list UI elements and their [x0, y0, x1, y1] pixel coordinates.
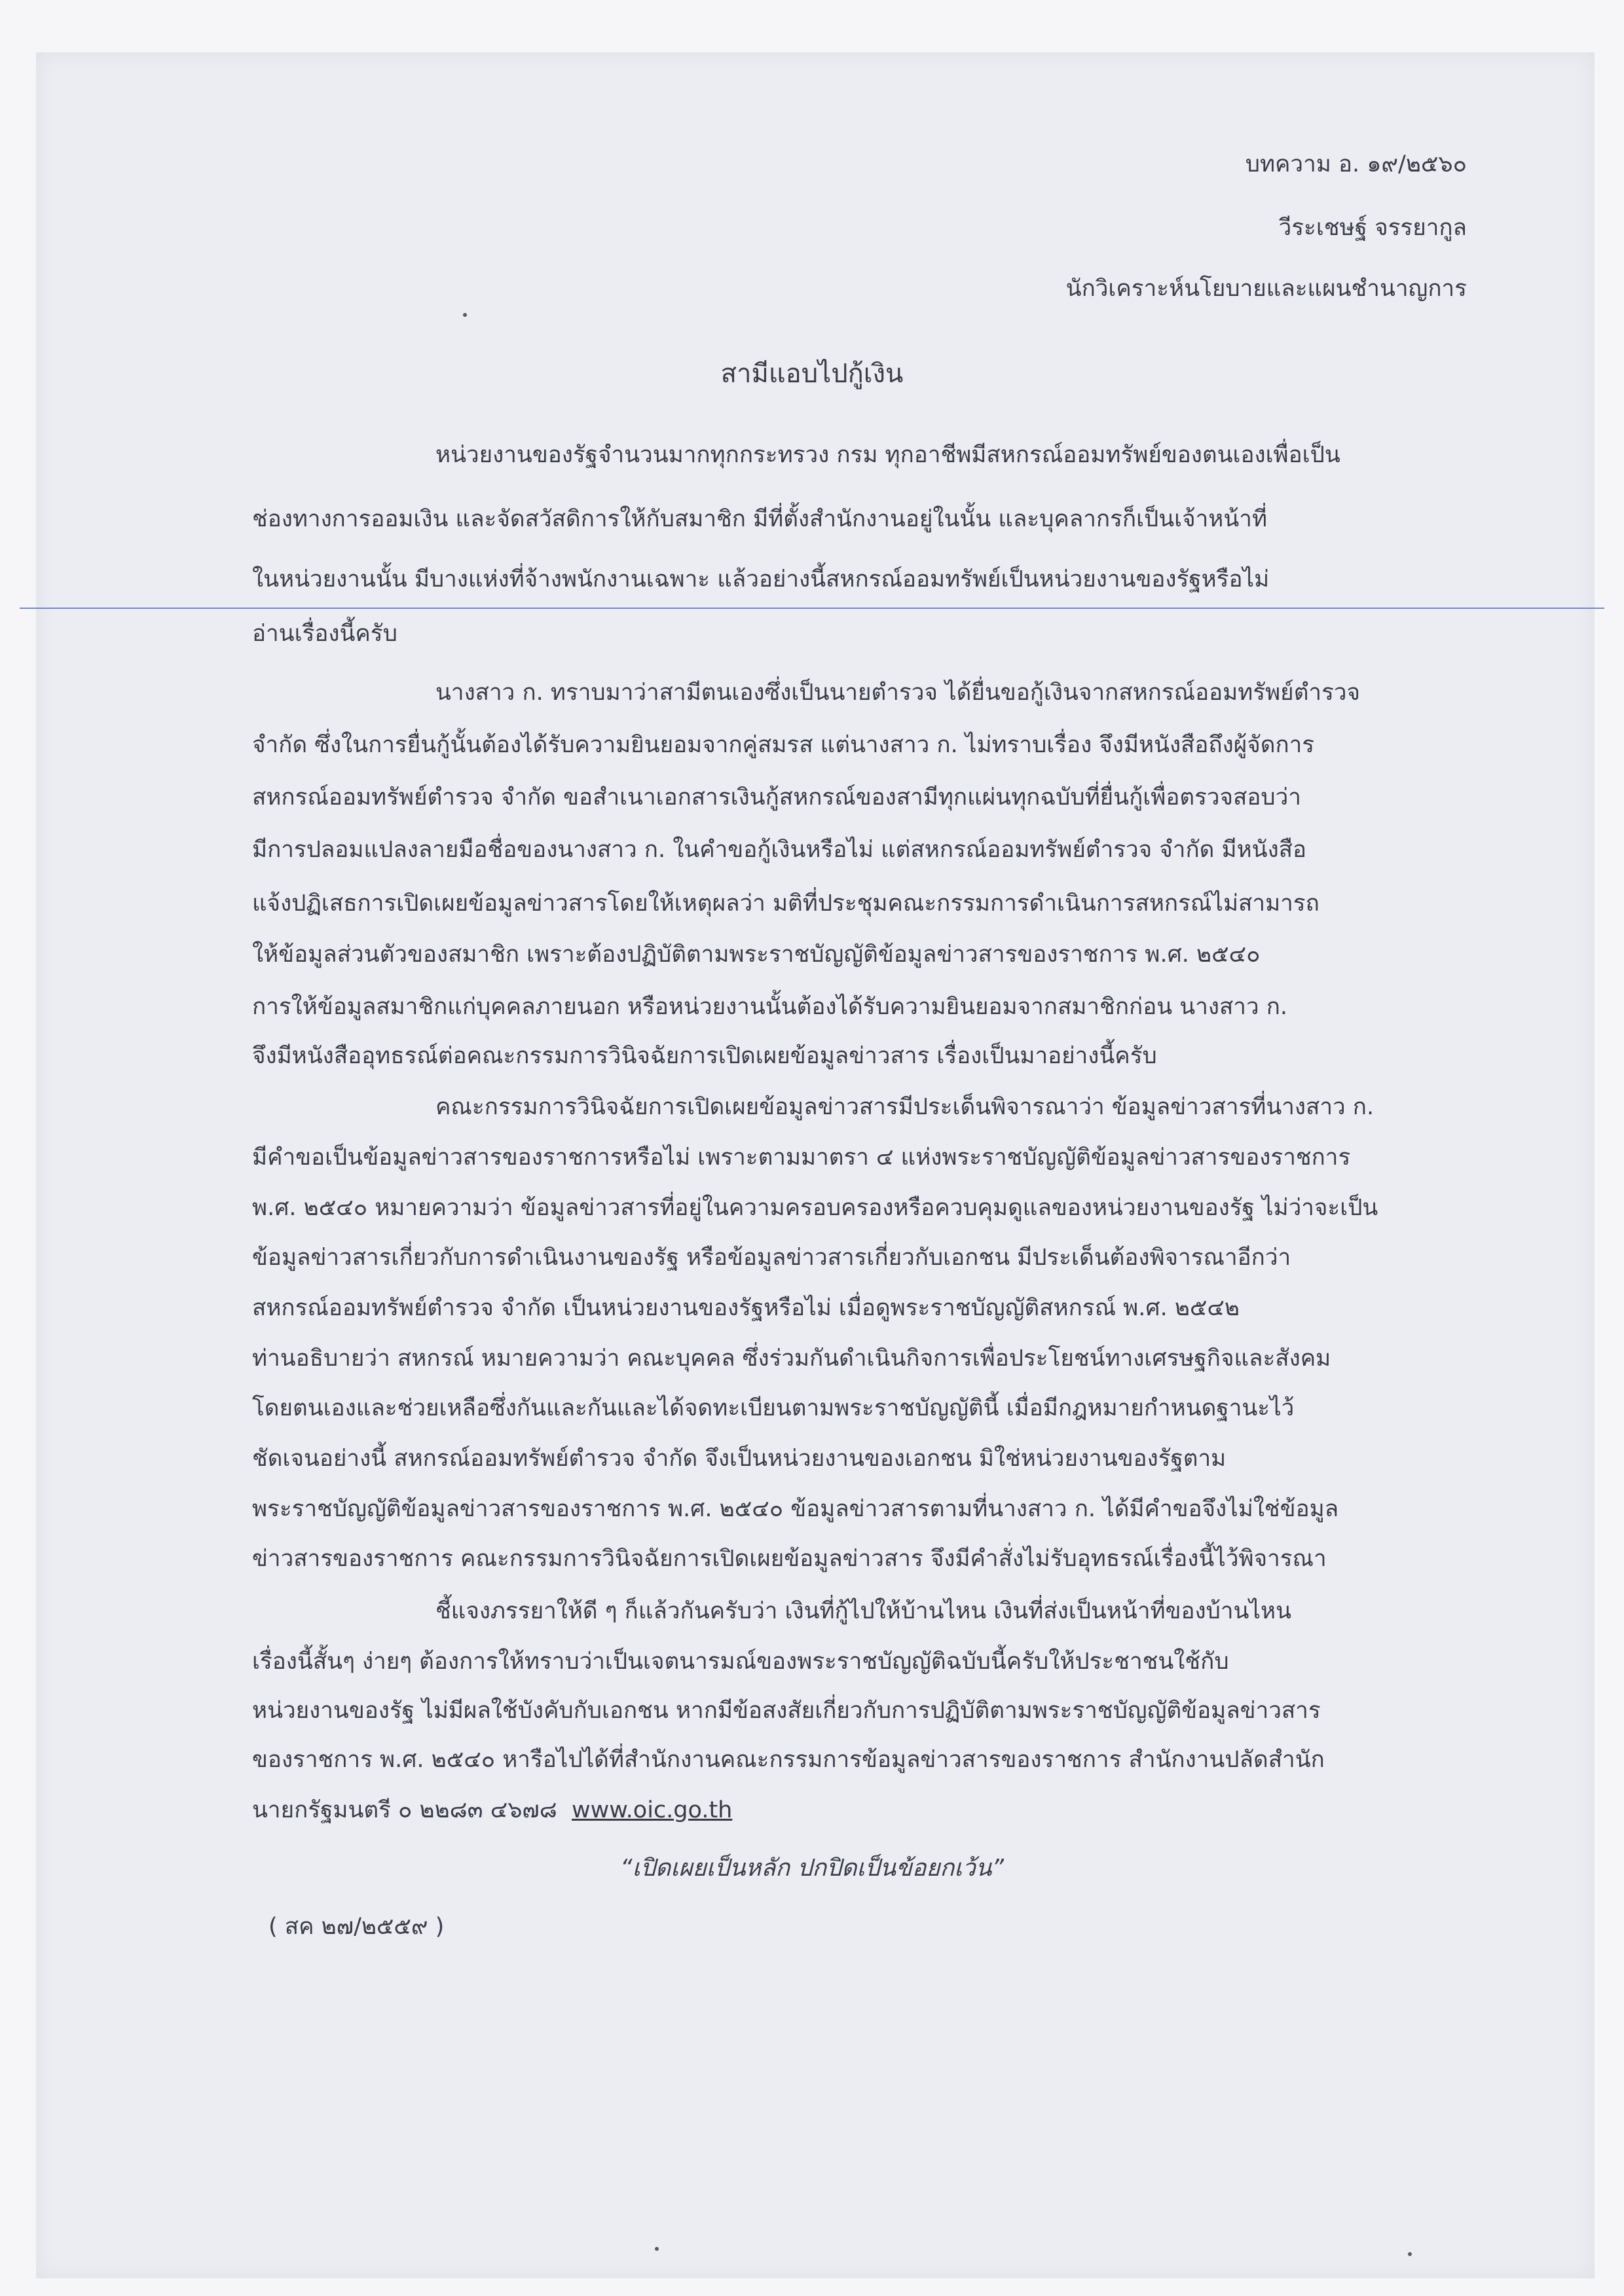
paragraph-line: ข้อมูลข่าวสารเกี่ยวกับการดำเนินงานของรัฐ หรือข้อมูลข่าวสารเกี่ยวกับเอกชน มีประเด็นต้องพิจารณาอีกว่า — [252, 1245, 1291, 1271]
paragraph-line: ข่าวสารของราชการ คณะกรรมการวินิจฉัยการเปิดเผยข้อมูลข่าวสาร จึงมีคำสั่งไม่รับอุทธรณ์เรื่องนี้ไว้พิจารณา — [252, 1546, 1327, 1572]
paragraph-line: ช่องทางการออมเงิน และจัดสวัสดิการให้กับสมาชิก มีที่ตั้งสำนักงานอยู่ในนั้น และบุคลากรก็เป็นเจ้าหน้าที่ — [252, 506, 1268, 532]
contact-phone: นายกรัฐมนตรี ๐ ๒๒๘๓ ๔๖๗๘ — [252, 1797, 557, 1823]
page-title: สามีแอบไปกู้เงิน — [720, 359, 904, 389]
paragraph-line: พระราชบัญญัติข้อมูลข่าวสารของราชการ พ.ศ. ๒๕๔๐ ข้อมูลข่าวสารตามที่นางสาว ก. ได้มีคำขอจึงไม่ใช่ข้อมูล — [252, 1496, 1339, 1522]
paragraph-line: โดยตนเองและช่วยเหลือซึ่งกันและกันและได้จดทะเบียนตามพระราชบัญญัตินี้ เมื่อมีกฎหมายกำหนดฐานะไว้ — [252, 1395, 1295, 1421]
paragraph-line: มีการปลอมแปลงลายมือชื่อของนางสาว ก. ในคำขอกู้เงินหรือไม่ แต่สหกรณ์ออมทรัพย์ตำรวจ จำกัด มีหนังสือ — [252, 837, 1307, 863]
scan-speck — [1408, 2252, 1412, 2256]
paragraph-line: ท่านอธิบายว่า สหกรณ์ หมายความว่า คณะบุคคล ซึ่งร่วมกันดำเนินกิจการเพื่อประโยชน์ทางเศรษฐกิจและสังคม — [252, 1345, 1331, 1372]
paragraph-line: เรื่องนี้สั้นๆ ง่ายๆ ต้องการให้ทราบว่าเป็นเจตนารมณ์ของพระราชบัญญัติฉบับนี้ครับให้ประชาชนใช้กับ — [252, 1649, 1229, 1675]
footer-reference: ( สค ๒๗/๒๕๕๙ ) — [268, 1914, 445, 1940]
paragraph-line: นางสาว ก. ทราบมาว่าสามีตนเองซึ่งเป็นนายตำรวจ ได้ยื่นขอกู้เงินจากสหกรณ์ออมทรัพย์ตำรวจ — [435, 680, 1361, 706]
scan-ruling-line — [20, 608, 1604, 609]
paragraph-line: หน่วยงานของรัฐ ไม่มีผลใช้บังคับกับเอกชน หากมีข้อสงสัยเกี่ยวกับการปฏิบัติตามพระราชบัญญัติข้อมูลข่าวสาร — [252, 1698, 1321, 1724]
paragraph-line: สหกรณ์ออมทรัพย์ตำรวจ จำกัด เป็นหน่วยงานของรัฐหรือไม่ เมื่อดูพระราชบัญญัติสหกรณ์ พ.ศ. ๒๕๔๒ — [252, 1295, 1240, 1321]
paragraph-line: จำกัด ซึ่งในการยื่นกู้นั้นต้องได้รับความยินยอมจากคู่สมรส แต่นางสาว ก. ไม่ทราบเรื่อง จึงมีหนังสือถึงผู้จัดการ — [252, 732, 1315, 758]
contact-line — [252, 1795, 732, 1825]
paragraph-line: หน่วยงานของรัฐจำนวนมากทุกกระทรวง กรม ทุกอาชีพมีสหกรณ์ออมทรัพย์ของตนเองเพื่อเป็น — [435, 442, 1340, 468]
motto: “เปิดเผยเป็นหลัก ปกปิดเป็นข้อยกเว้น” — [619, 1855, 1005, 1882]
paragraph-line: พ.ศ. ๒๕๔๐ หมายความว่า ข้อมูลข่าวสารที่อยู่ในความครอบครองหรือควบคุมดูแลของหน่วยงานของรัฐ ไม่ว่าจะเป็น — [252, 1195, 1378, 1221]
paragraph-line: ชัดเจนอย่างนี้ สหกรณ์ออมทรัพย์ตำรวจ จำกัด จึงเป็นหน่วยงานของเอกชน มิใช่หน่วยงานของรัฐตาม — [252, 1446, 1227, 1472]
paragraph-line: อ่านเรื่องนี้ครับ — [252, 621, 397, 647]
paragraph-line: จึงมีหนังสืออุทธรณ์ต่อคณะกรรมการวินิจฉัยการเปิดเผยข้อมูลข่าวสาร เรื่องเป็นมาอย่างนี้ครับ — [252, 1043, 1157, 1069]
scan-speck — [655, 2247, 659, 2251]
paragraph-line: ชี้แจงภรรยาให้ดี ๆ ก็แล้วกันครับว่า เงินที่กู้ไปให้บ้านไหน เงินที่ส่งเป็นหน้าที่ของบ้านไหน — [435, 1598, 1292, 1624]
paragraph-line: ให้ข้อมูลส่วนตัวของสมาชิก เพราะต้องปฏิบัติตามพระราชบัญญัติข้อมูลข่าวสารของราชการ พ.ศ. ๒๕๔๐ — [252, 941, 1261, 968]
paragraph-line: มีคำขอเป็นข้อมูลข่าวสารของราชการหรือไม่ เพราะตามมาตรา ๔ แห่งพระราชบัญญัติข้อมูลข่าวสารของราชการ — [252, 1144, 1351, 1171]
paragraph-line: ของราชการ พ.ศ. ๒๕๔๐ หารือไปได้ที่สำนักงานคณะกรรมการข้อมูลข่าวสารของราชการ สำนักงานปลัดสำนัก — [252, 1747, 1325, 1773]
paragraph-line: คณะกรรมการวินิจฉัยการเปิดเผยข้อมูลข่าวสารมีประเด็นพิจารณาว่า ข้อมูลข่าวสารที่นางสาว ก. — [435, 1094, 1375, 1120]
scan-speck — [463, 313, 467, 317]
article-reference: บทความ อ. ๑๙/๒๕๖๐ — [1245, 151, 1467, 177]
paragraph-line: สหกรณ์ออมทรัพย์ตำรวจ จำกัด ขอสำเนาเอกสารเงินกู้สหกรณ์ของสามีทุกแผ่นทุกฉบับที่ยื่นกู้เพื่อตรวจสอบว่า — [252, 784, 1301, 811]
author-position: นักวิเคราะห์นโยบายและแผนชำนาญการ — [1065, 276, 1467, 302]
website-link[interactable]: www.oic.go.th — [572, 1797, 733, 1823]
paragraph-line: การให้ข้อมูลสมาชิกแก่บุคคลภายนอก หรือหน่วยงานนั้นต้องได้รับความยินยอมจากสมาชิกก่อน นางสาว ก. — [252, 994, 1288, 1020]
paragraph-line: แจ้งปฏิเสธการเปิดเผยข้อมูลข่าวสารโดยให้เหตุผลว่า มติที่ประชุมคณะกรรมการดำเนินการสหกรณ์ไม่สามารถ — [252, 890, 1320, 917]
author-name: วีระเชษฐ์ จรรยากูล — [1278, 215, 1467, 241]
paragraph-line: ในหน่วยงานนั้น มีบางแห่งที่จ้างพนักงานเฉพาะ แล้วอย่างนี้สหกรณ์ออมทรัพย์เป็นหน่วยงานของรัฐหรือไม่ — [252, 566, 1270, 592]
